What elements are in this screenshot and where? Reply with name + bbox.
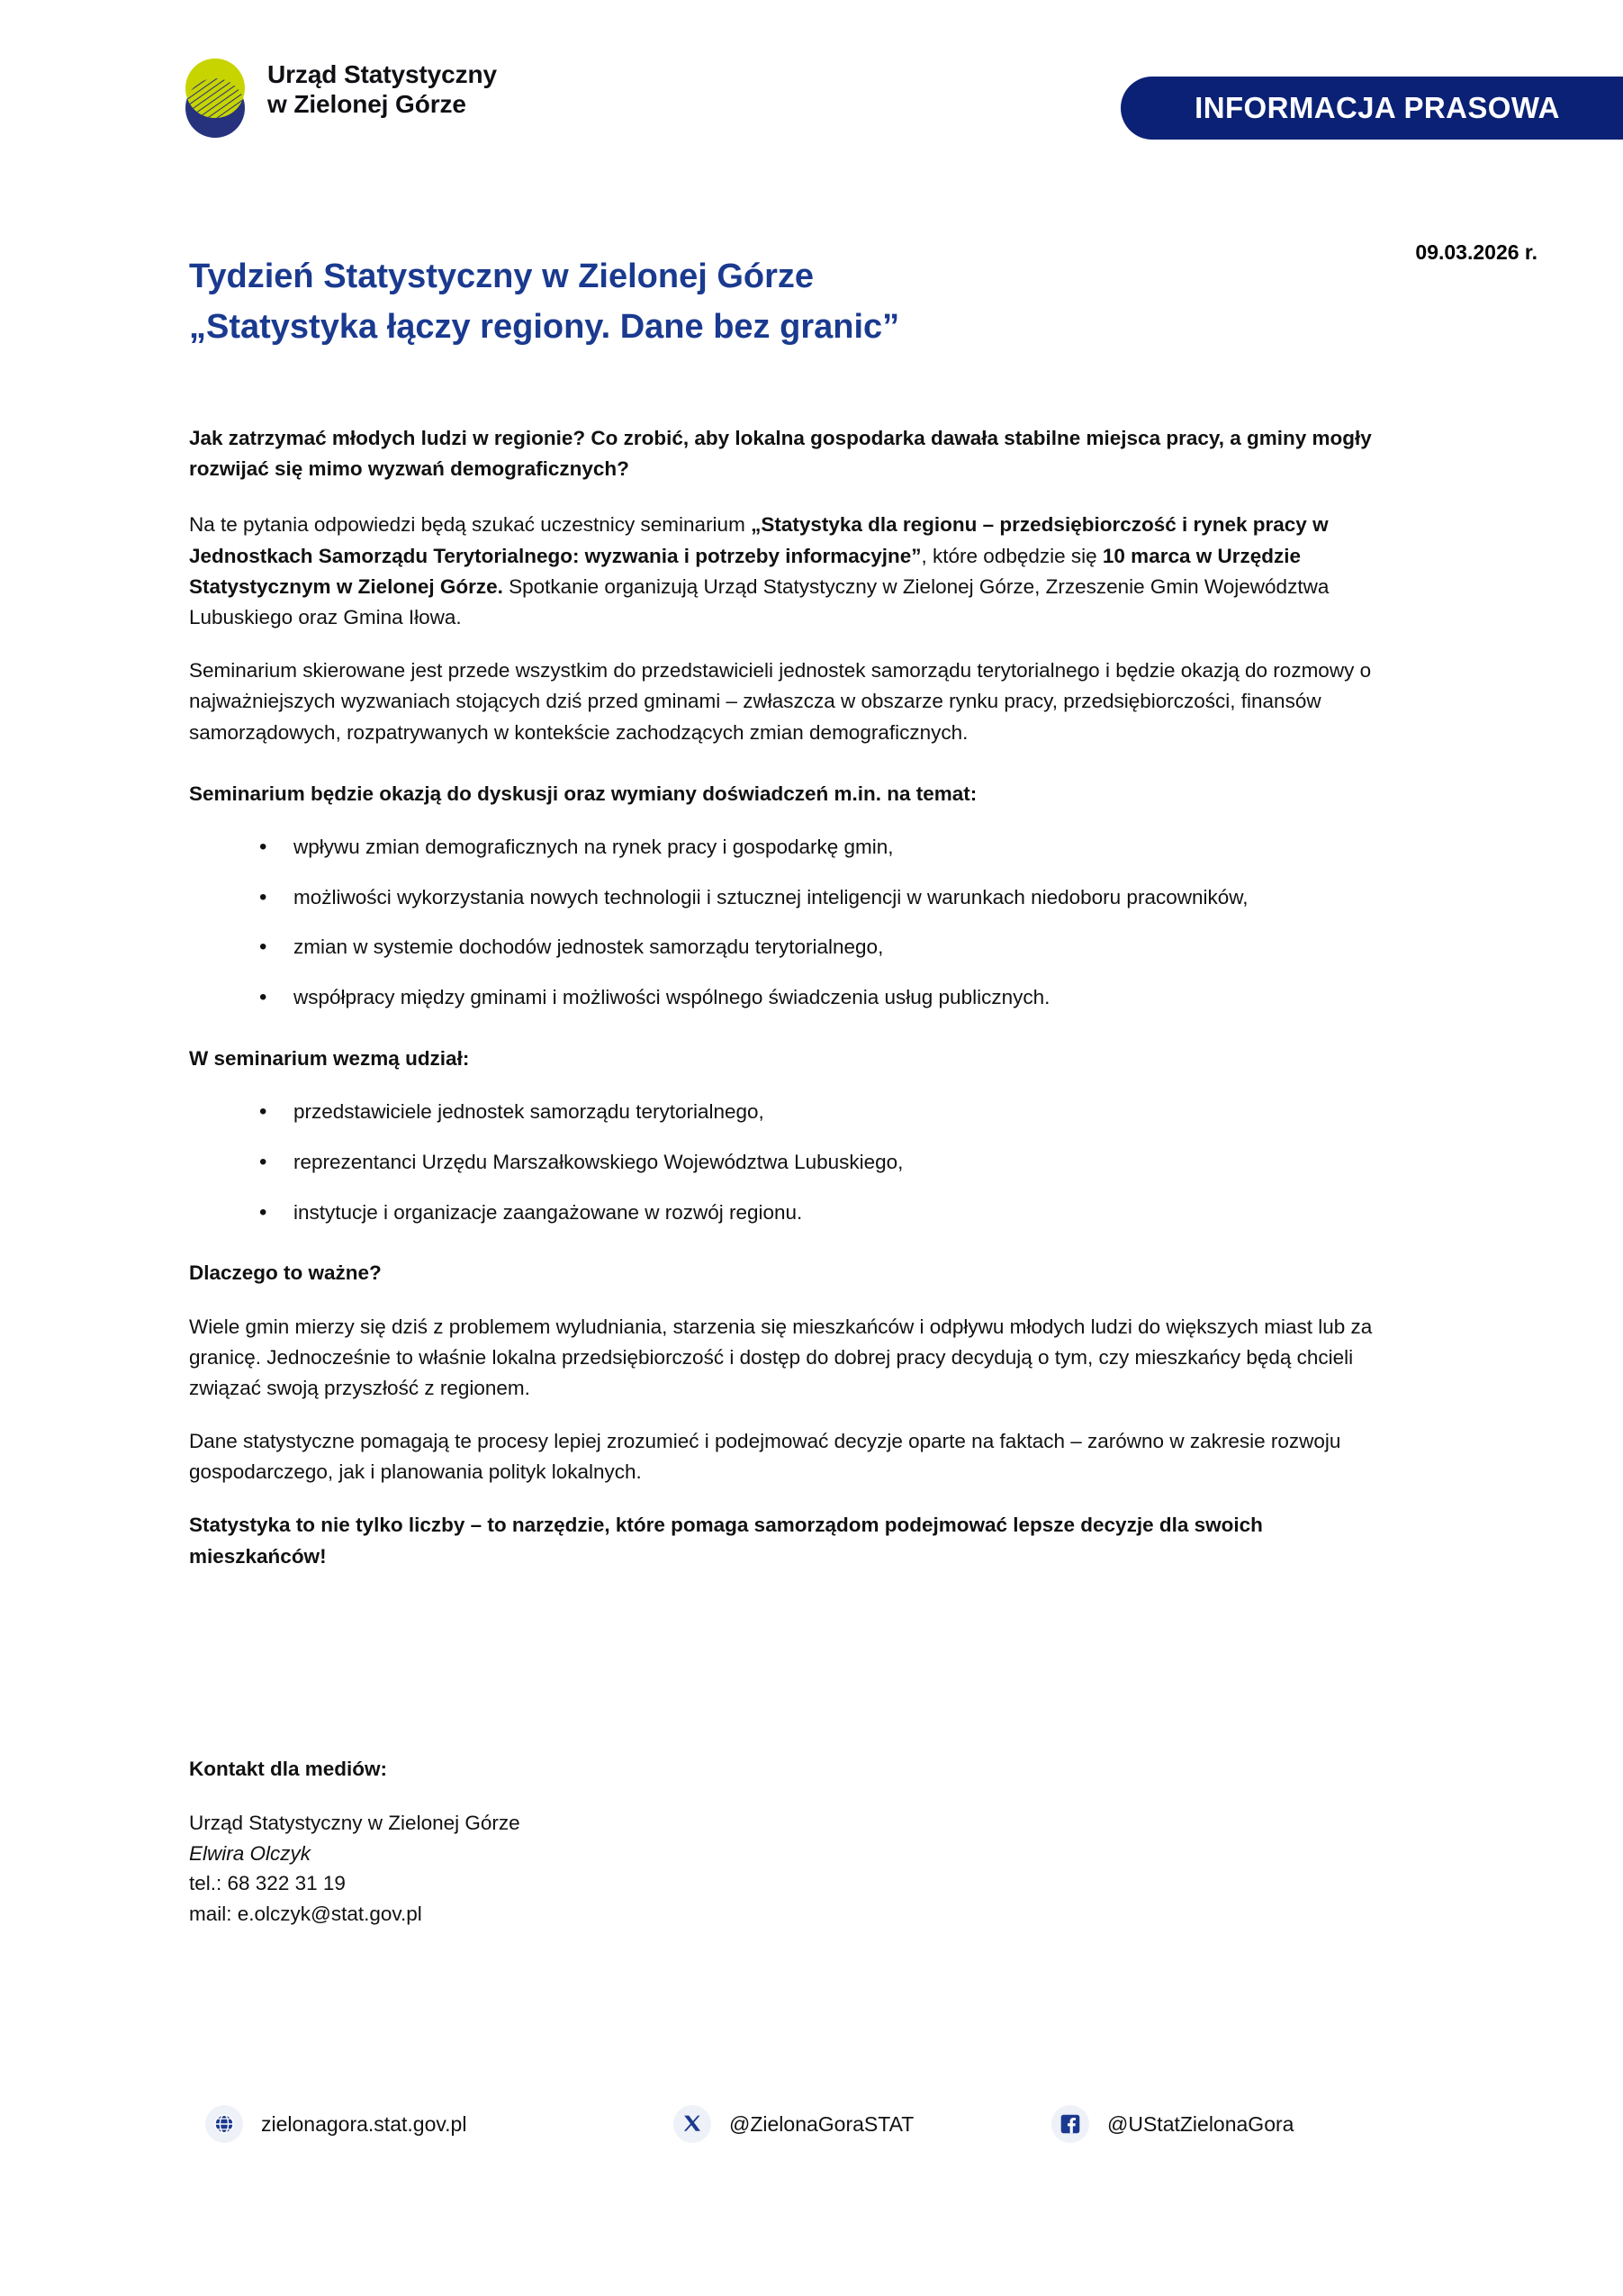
- topics-heading: Seminarium będzie okazją do dyskusji oraz wymiany doświadczeń m.in. na temat:: [189, 782, 978, 805]
- logo-wordmark: [267, 59, 497, 119]
- footer-x-label: @ZielonaGoraSTAT: [729, 2111, 915, 2136]
- list-item: • współpracy między gminami i możliwości wspólnego świadczenia usług publicznych.: [259, 982, 1400, 1013]
- list-item: • przedstawiciele jednostek samorządu terytorialnego,: [259, 1097, 1400, 1127]
- page-title-line-2: „Statystyka łączy regiony. Dane bez granic”: [189, 307, 900, 346]
- facebook-icon: [1051, 2105, 1089, 2143]
- lead-paragraph: Jak zatrzymać młodych ludzi w regionie? Co zrobić, aby lokalna gospodarka dawała stabilne miejsca pracy, a gminy mogły rozwijać się mimo wyzwań demograficznych?: [189, 427, 1372, 481]
- seminar-text-3: Spotkanie organizują Urząd Statystyczny w Zielonej Górze, Zrzeszenie Gmin Województwa Lubuskiego oraz Gmina Iłowa.: [189, 574, 1330, 628]
- list-item: • instytucje i organizacje zaangażowane w rozwój regionu.: [259, 1198, 1400, 1228]
- contact-office: Urząd Statystyczny w Zielonej Górze: [189, 1811, 520, 1834]
- footer-link-facebook[interactable]: [1051, 2105, 1429, 2143]
- list-item: • wpływu zmian demograficznych na rynek pracy i gospodarkę gmin,: [259, 832, 1400, 863]
- target-audience-paragraph: Seminarium skierowane jest przede wszystkim do przedstawicieli jednostek samorządu terytorialnego i będzie okazją do rozmowy o najważniejszych wyzwaniach stojących dziś przed gminami – zwłaszcza w obszarze rynku pracy, przedsiębiorczości, finansów samorządowych, rozpatrywanych w kontekście zachodzących zmian demograficznych.: [189, 659, 1372, 744]
- list-item: • możliwości wykorzystania nowych technologii i sztucznej inteligencji w warunkach niedoboru pracowników,: [259, 882, 1400, 913]
- why-paragraph-2: Dane statystyczne pomagają te procesy lepiej zrozumieć i podejmować decyzje oparte na faktach – zarówno w zakresie rozwoju gospodarczego, jak i planowania polityk lokalnych.: [189, 1430, 1341, 1484]
- seminar-text-2: , które odbędzie się: [921, 544, 1103, 567]
- press-banner-label: INFORMACJA PRASOWA: [1195, 91, 1560, 124]
- seminar-text-1: Na te pytania odpowiedzi będą szukać uczestnicy seminarium: [189, 513, 752, 537]
- logo-line-1: Urząd Statystyczny: [267, 60, 497, 88]
- closing-statement: Statystyka to nie tylko liczby – to narzędzie, które pomaga samorządom podejmować lepsze decyzje dla swoich mieszkańców!: [189, 1514, 1263, 1568]
- article-body: [189, 423, 1400, 1595]
- participants-heading: W seminarium wezmą udział:: [189, 1046, 470, 1070]
- why-heading: Dlaczego to ważne?: [189, 1261, 382, 1285]
- publication-date: 09.03.2026 r.: [1415, 240, 1537, 264]
- footer-facebook-label: @UStatZielonaGora: [1107, 2111, 1294, 2136]
- logo-line-2: w Zielonej Górze: [267, 90, 466, 119]
- us-zielona-gora-logo-icon: [178, 52, 252, 139]
- press-information-banner: [1121, 77, 1623, 140]
- footer-link-website[interactable]: [205, 2105, 673, 2143]
- list-item: • zmian w systemie dochodów jednostek samorządu terytorialnego,: [259, 932, 1400, 963]
- why-paragraph-1: Wiele gmin mierzy się dziś z problemem wyludniania, starzenia się mieszkańców i odpływu młodych ludzi do większych miast lub za granicę. Jednocześnie to właśnie lokalna przedsiębiorczość i dostęp do dobrej pracy decydują o tym, czy mieszkańcy będą chcieli związać swoją przyszłość z regionem.: [189, 1315, 1373, 1399]
- seminar-date-bold: 10 marca w Urzędzie Statystycznym w Zielonej Górze.: [189, 544, 1302, 598]
- page-title-line-1: Tydzień Statystyczny w Zielonej Górze: [189, 258, 815, 296]
- globe-icon: [205, 2105, 243, 2143]
- media-contact-block: [189, 1754, 520, 1930]
- list-item: • reprezentanci Urzędu Marszałkowskiego Województwa Lubuskiego,: [259, 1147, 1400, 1178]
- topics-list: [189, 832, 1400, 1013]
- footer-website-label: zielonagora.stat.gov.pl: [261, 2111, 467, 2136]
- footer-link-x[interactable]: [673, 2105, 1051, 2143]
- x-twitter-icon: [673, 2105, 711, 2143]
- page-title: [189, 252, 899, 351]
- seminar-paragraph: [189, 510, 1400, 633]
- contact-phone: tel.: 68 322 31 19: [189, 1872, 346, 1895]
- page-footer: [205, 2105, 1515, 2143]
- title-row: [189, 230, 1537, 375]
- page-header: [0, 0, 1623, 180]
- participants-list: [189, 1097, 1400, 1227]
- seminar-title-bold: „Statystyka dla regionu – przedsiębiorczość i rynek pracy w Jednostkach Samorządu Terytorialnego: wyzwania i potrzeby informacyjne”: [189, 513, 1329, 567]
- organization-logo: [178, 52, 497, 139]
- contact-email: mail: e.olczyk@stat.gov.pl: [189, 1903, 422, 1925]
- contact-heading: Kontakt dla mediów:: [189, 1758, 388, 1780]
- contact-person: Elwira Olczyk: [189, 1841, 311, 1865]
